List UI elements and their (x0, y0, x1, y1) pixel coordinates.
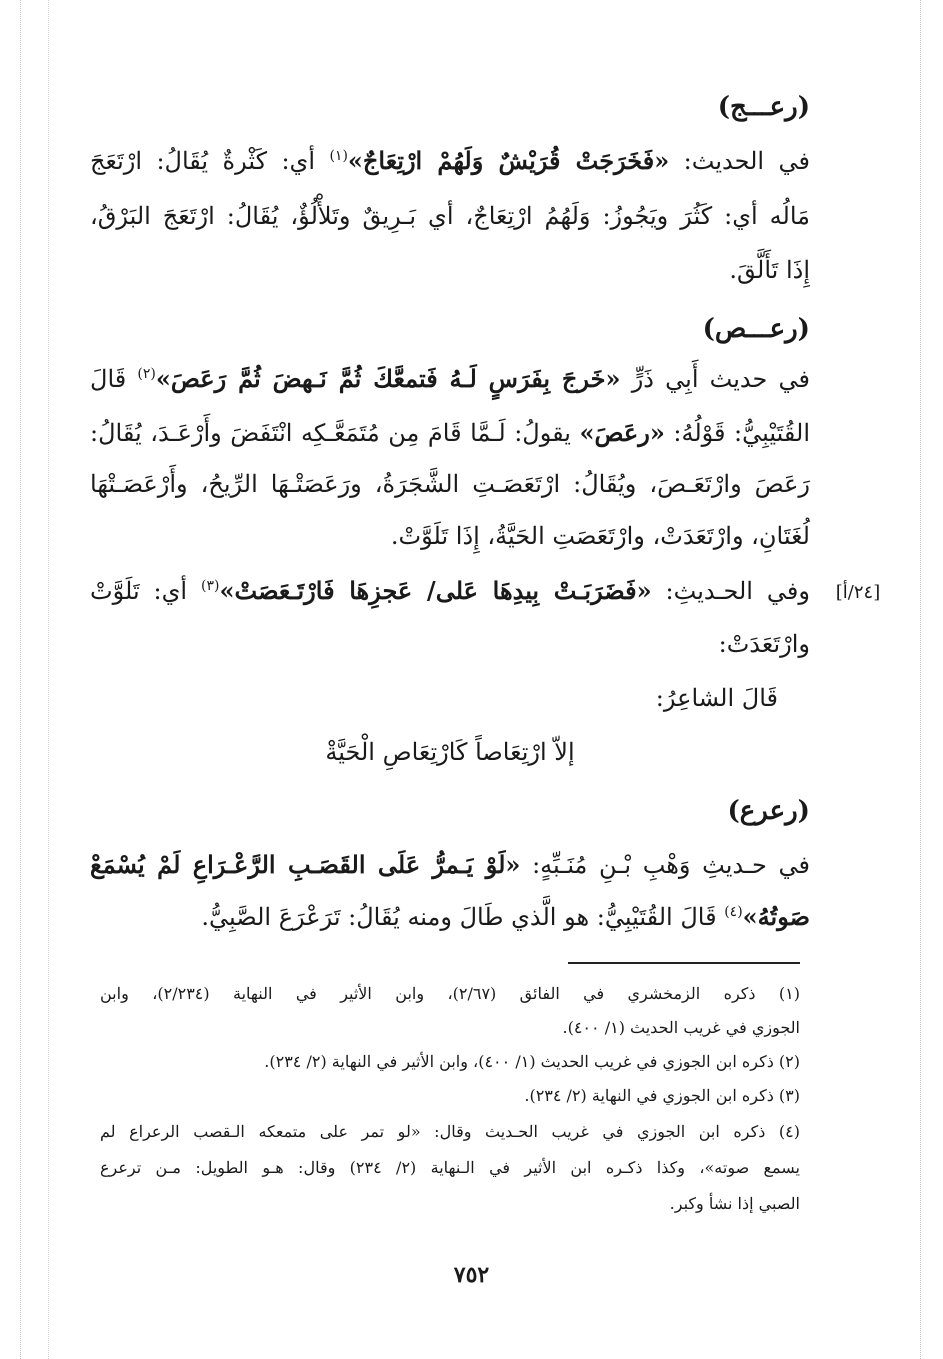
footnote: (١) ذكره الزمخشري في الفائق (٢/٦٧)، وابن الأثير في النهاية (٢/٢٣٤)، وابن (100, 984, 801, 1003)
poetry-verse: إلاّ ارْتِعَاصاً كَارْتِعَاصِ الْحَيَّةْ (325, 738, 575, 766)
hadith-quote: «فَخَرَجَتْ قُرَيْشٌ وَلَهُمْ ارْتِعَاجٌ» (347, 146, 670, 175)
footnote-ref: (١) (329, 148, 348, 164)
footnote: (٣) ذكره ابن الجوزي في النهاية (٢/ ٢٣٤). (524, 1086, 800, 1105)
body-text: في الحديث: (669, 147, 810, 175)
body-line (90, 418, 810, 447)
body-line (90, 850, 810, 879)
body-line: لُغَتَانِ، وارْتَعَدَتْ، وارْتَعَصَتِ الحَيَّةُ، إِذَا تَلَوَّتْ. (390, 522, 810, 550)
footnote-separator (568, 962, 800, 964)
footnote: (٢) ذكره ابن الجوزي في غريب الحديث (١/ ٤٠٠)، وابن الأثير في النهاية (٢/ ٢٣٤). (264, 1052, 800, 1071)
body-line (90, 146, 810, 175)
body-text: قَالَ القُتَيْبِيُّ: هو الَّذي طَالَ ومنه يُقَالُ: تَرَعْرَعَ الصَّبِيُّ. (201, 903, 725, 931)
body-line: إِذَا تَأَلَّقَ. (729, 256, 810, 284)
hadith-quote: «خَرجَ بِفَرَسٍ لَـهُ فَتمعَّكَ ثُمَّ نَـهضَ ثُمَّ رَعَصَ» (155, 364, 621, 393)
footnote-ref: (٤) (724, 904, 743, 920)
footnote: الصبي إذا نشأ وكبر. (669, 1194, 800, 1213)
body-text: يقولُ: لَـمَّا قَامَ مِن مُتَمَعَّـكِه انْتَفَضَ وأَرْعَـدَ، يُقَالُ: (90, 419, 580, 447)
body-text: في حـديثِ وَهْبِ بْـنِ مُنَـبِّهٍ: (520, 851, 810, 879)
body-text: أي: تَلَوَّتْ (90, 577, 202, 605)
entry-heading: (رعرع) (727, 796, 810, 826)
entry-heading: (رعـــص) (702, 314, 810, 344)
body-text: القُتَيْبِيُّ: قَوْلُهُ: (664, 419, 810, 447)
margin-dotted-line (48, 0, 49, 1359)
footnote-ref: (٢) (137, 366, 156, 382)
margin-dotted-line (20, 0, 21, 1359)
body-line (90, 364, 810, 393)
body-text: قَالَ (90, 365, 138, 393)
hadith-quote: صَوتُهُ» (742, 902, 810, 931)
hadith-quote: «فَضَرَبَـتْ بِيدِهَا عَلى/ عَجزِهَا فَارْتَـعَصَتْ» (219, 576, 652, 605)
quoted-word: «رعَصَ» (579, 418, 665, 447)
body-line: قَالَ الشاعِرُ: (655, 684, 778, 712)
body-line (90, 902, 810, 931)
body-text: في حديث أَبِي ذَرٍّ (620, 365, 810, 393)
hadith-quote: «لَوْ يَـمرُّ عَلَى القَصَـبِ الرَّعْـرَاعِ لَمْ يُسْمَعْ (90, 850, 521, 879)
manuscript-folio-ref: [٢٤/أ] (835, 582, 881, 603)
footnote-ref: (٣) (201, 578, 220, 594)
body-text: أي: كَثْرةٌ يُقَالُ: ارْتَعَجَ (90, 147, 330, 175)
body-line (90, 576, 810, 605)
entry-heading: (رعـــج) (717, 92, 810, 122)
body-line: رَعَصَ وارْتَعَـصَ، ويُقَالُ: ارْتَعَصَـتِ الشَّجَرَةُ، ورَعَصَتْـهَا الرِّيحُ، وأَرْعَصَـتْهَا (90, 470, 810, 498)
footnote: الجوزي في غريب الحديث (١/ ٤٠٠). (562, 1018, 800, 1037)
page-number: ٧٥٢ (453, 1262, 490, 1288)
footnote: يسمع صوته»، وكذا ذكـره ابن الأثير في الـنهاية (٢/ ٢٣٤) وقال: هـو الطويل: مـن ترعرع (100, 1158, 801, 1177)
footnote: (٤) ذكره ابن الجوزي في غريب الحـديث وقال: «لو تمر على متمعكه الـقصب الرعراع لم (100, 1122, 800, 1141)
body-text: وفي الحـديثِ: (651, 577, 810, 605)
margin-dotted-line (920, 0, 921, 1359)
body-line: مَالُه أي: كَثُرَ ويَجُوزُ: وَلَهُمُ ارْتِعَاجٌ، أي بَـرِيقٌ وتَلأْلُؤٌ، يُقَالُ: ارْتَعَجَ البَرْقُ، (90, 202, 810, 230)
body-line: وارْتَعَدَتْ: (718, 630, 810, 658)
